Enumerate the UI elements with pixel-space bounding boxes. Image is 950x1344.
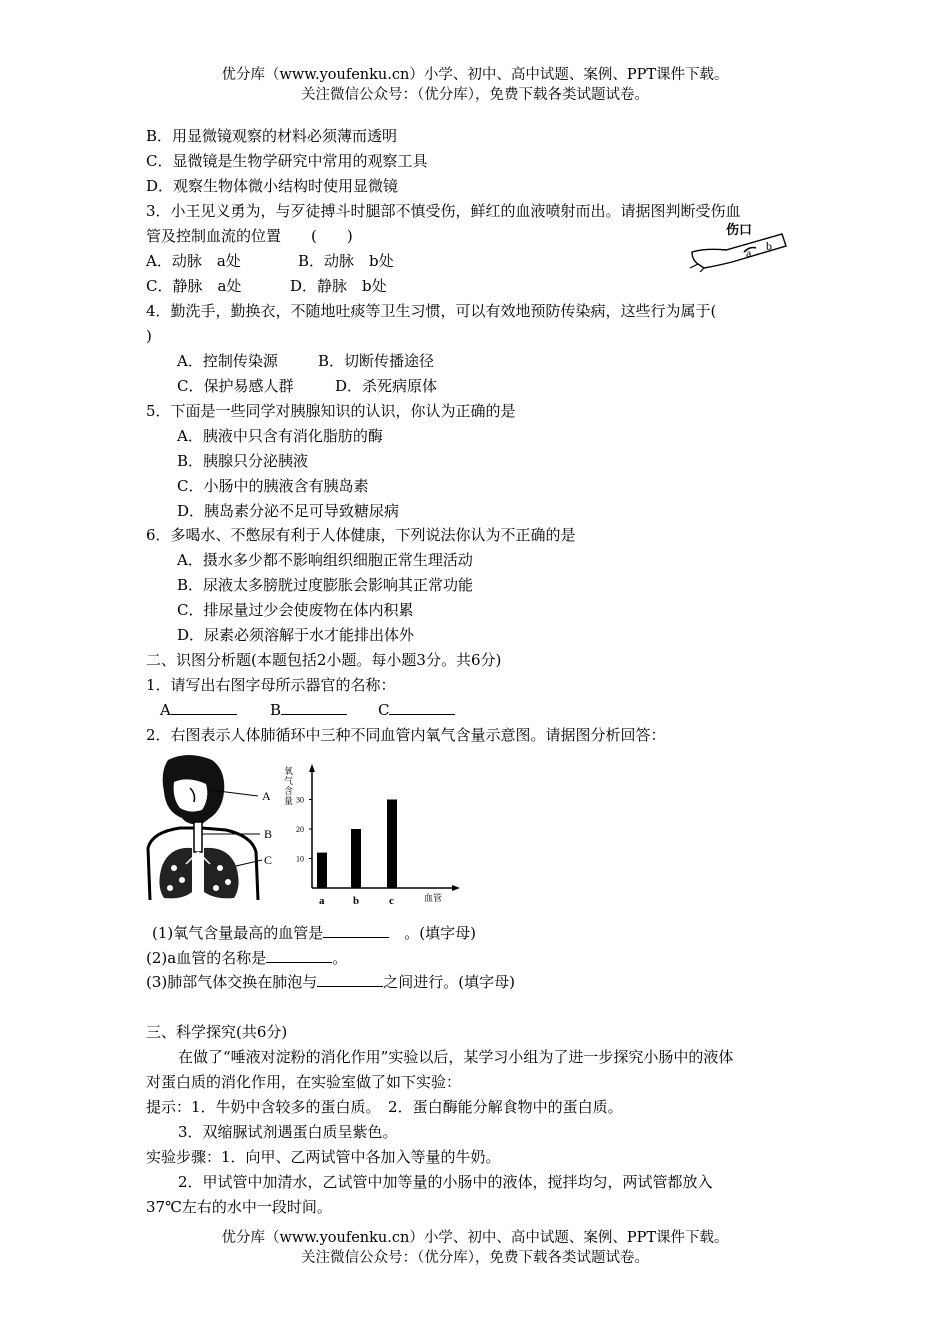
q5-option-c: C．小肠中的胰液含有胰岛素 — [177, 477, 369, 495]
s2-sub2 — [146, 948, 347, 968]
q4-option-c: C．保护易感人群 — [177, 377, 294, 395]
answer-blank-c[interactable] — [389, 700, 455, 715]
s2-sub2-post: 。 — [332, 949, 348, 967]
q4-option-a: A．控制传染源 — [177, 352, 278, 370]
section3-title: 三、科学探究(共6分) — [146, 1023, 288, 1041]
q6-option-c: C．排尿量过少会使废物在体内积累 — [177, 601, 414, 619]
q4-option-b: B．切断传播途径 — [318, 352, 435, 370]
x-tick-a: a — [319, 895, 325, 907]
wound-label: 伤口 — [726, 222, 753, 237]
q2-option-c: C．显微镜是生物学研究中常用的观察工具 — [146, 152, 428, 170]
s2-q1-label-c: C — [378, 701, 390, 719]
q4-stem-2: ) — [146, 327, 152, 345]
s3-tip-1: 提示：1．牛奶中含较多的蛋白质。 2．蛋白酶能分解食物中的蛋白质。 — [146, 1098, 623, 1116]
footer-line-1: 优分库（www.youfenku.cn）小学、初中、高中试题、案例、PPT课件下载。 — [221, 1230, 729, 1246]
q5-option-a: A．胰液中只含有消化脂肪的酶 — [177, 427, 383, 445]
q3-option-b: B．动脉 b处 — [298, 252, 394, 270]
fig-label-a: A — [262, 789, 271, 803]
s3-step-2: 2．甲试管中加清水，乙试管中加等量的小肠中的液体，搅拌均匀，两试管都放入 — [178, 1173, 713, 1191]
x-axis-arrow — [452, 885, 460, 891]
q3-stem-2: 管及控制血流的位置 ( ) — [146, 227, 353, 245]
q2-option-d: D．观察生物体微小结构时使用显微镜 — [146, 177, 399, 195]
y-axis-title-char: 含 — [284, 786, 294, 796]
x-tick-b: b — [353, 895, 360, 907]
y-axis-title — [284, 765, 293, 806]
point-b-label: b — [766, 239, 772, 253]
q3-stem-1: 3．小王见义勇为，与歹徒搏斗时腿部不慎受伤，鲜红的血液喷射而出。请据图判断受伤血 — [146, 202, 741, 220]
respiratory-system-figure — [140, 752, 280, 902]
y-axis-title-char: 量 — [284, 796, 294, 806]
q6-option-b: B．尿液太多膀胱过度膨胀会影响其正常功能 — [177, 576, 474, 594]
q6-stem: 6．多喝水、不憋尿有利于人体健康，下列说法你认为不正确的是 — [146, 526, 576, 544]
s2-sub2-pre: (2)a血管的名称是 — [146, 949, 267, 967]
q6-option-d: D．尿素必须溶解于水才能排出体外 — [177, 626, 415, 644]
section2-title: 二、识图分析题(本题包括2小题。每小题3分。共6分) — [146, 651, 502, 669]
s2-sub3 — [146, 972, 515, 992]
q2-option-b: B．用显微镜观察的材料必须薄而透明 — [146, 127, 398, 145]
s2-q1-stem: 1．请写出右图字母所示器官的名称： — [146, 676, 396, 694]
x-tick-c: c — [389, 895, 394, 907]
q5-stem: 5．下面是一些同学对胰腺知识的认识，你认为正确的是 — [146, 402, 516, 420]
s2-q1-label-b: B — [270, 701, 282, 719]
s2-q2-stem: 2．右图表示人体肺循环中三种不同血管内氧气含量示意图。请据图分析回答： — [146, 726, 666, 744]
s2-sub3-post: 之间进行。(填字母) — [383, 973, 515, 991]
point-a-label: a — [746, 246, 752, 260]
q4-option-d: D．杀死病原体 — [335, 377, 438, 395]
s2-sub3-pre: (3)肺部气体交换在肺泡与 — [146, 973, 318, 991]
y-axis-arrow — [309, 764, 315, 772]
s3-step-3: 37℃左右的水中一段时间。 — [146, 1198, 332, 1216]
q5-option-d: D．胰岛素分泌不足可导致糖尿病 — [177, 502, 400, 520]
answer-blank-sub1[interactable] — [323, 923, 389, 938]
q4-stem-1: 4．勤洗手，勤换衣，不随地吐痰等卫生习惯，可以有效地预防传染病，这些行为属于( — [146, 302, 717, 320]
y-tick-10: 10 — [296, 854, 304, 864]
q5-option-b: B．胰腺只分泌胰液 — [177, 452, 309, 470]
answer-blank-b[interactable] — [281, 700, 347, 715]
bar-b — [351, 829, 361, 888]
x-axis-title: 血管 — [424, 893, 443, 903]
s2-sub1-post: 。(填字母) — [389, 924, 476, 942]
y-tick-30: 30 — [296, 795, 304, 805]
header-line-1: 优分库（www.youfenku.cn）小学、初中、高中试题、案例、PPT课件下载。 — [221, 67, 729, 83]
fig-label-c: C — [264, 853, 273, 867]
q3-option-a: A．动脉 a处 — [146, 252, 241, 270]
s3-paragraph-1: 在做了“唾液对淀粉的消化作用”实验以后，某学习小组为了进一步探究小肠中的液体 — [178, 1048, 734, 1066]
s2-q1-answer-b — [270, 700, 347, 720]
answer-blank-sub2[interactable] — [266, 948, 332, 963]
answer-blank-sub3[interactable] — [317, 972, 383, 987]
q3-option-d: D．静脉 b处 — [290, 277, 387, 295]
s2-q1-label-a: A — [160, 701, 171, 719]
s2-sub1-pre: (1)氧气含量最高的血管是 — [152, 924, 324, 942]
bar-c — [387, 800, 397, 889]
answer-blank-a[interactable] — [171, 700, 237, 715]
bar-a — [317, 853, 327, 888]
s3-step-1: 实验步骤：1．向甲、乙两试管中各加入等量的牛奶。 — [146, 1148, 501, 1166]
leg-wound-figure — [686, 218, 798, 276]
y-axis-title-char: 气 — [284, 776, 294, 786]
s2-q1-answer-a — [160, 700, 237, 720]
q6-option-a: A．摄水多少都不影响组织细胞正常生理活动 — [177, 551, 473, 569]
s3-paragraph-2: 对蛋白质的消化作用，在实验室做了如下实验： — [146, 1073, 462, 1091]
y-axis-title-char: 氧 — [284, 766, 294, 776]
s3-tip-2: 3．双缩脲试剂遇蛋白质呈紫色。 — [178, 1123, 398, 1141]
q3-option-c: C．静脉 a处 — [146, 277, 242, 295]
fig-label-b: B — [264, 827, 273, 841]
oxygen-content-chart — [282, 758, 462, 910]
footer-line-2: 关注微信公众号：（优分库），免费下载各类试题试卷。 — [301, 1250, 649, 1266]
s2-q1-answer-c — [378, 700, 455, 720]
s2-sub1 — [152, 923, 476, 943]
y-tick-20: 20 — [296, 825, 304, 834]
header-line-2: 关注微信公众号：（优分库），免费下载各类试题试卷。 — [301, 87, 649, 103]
